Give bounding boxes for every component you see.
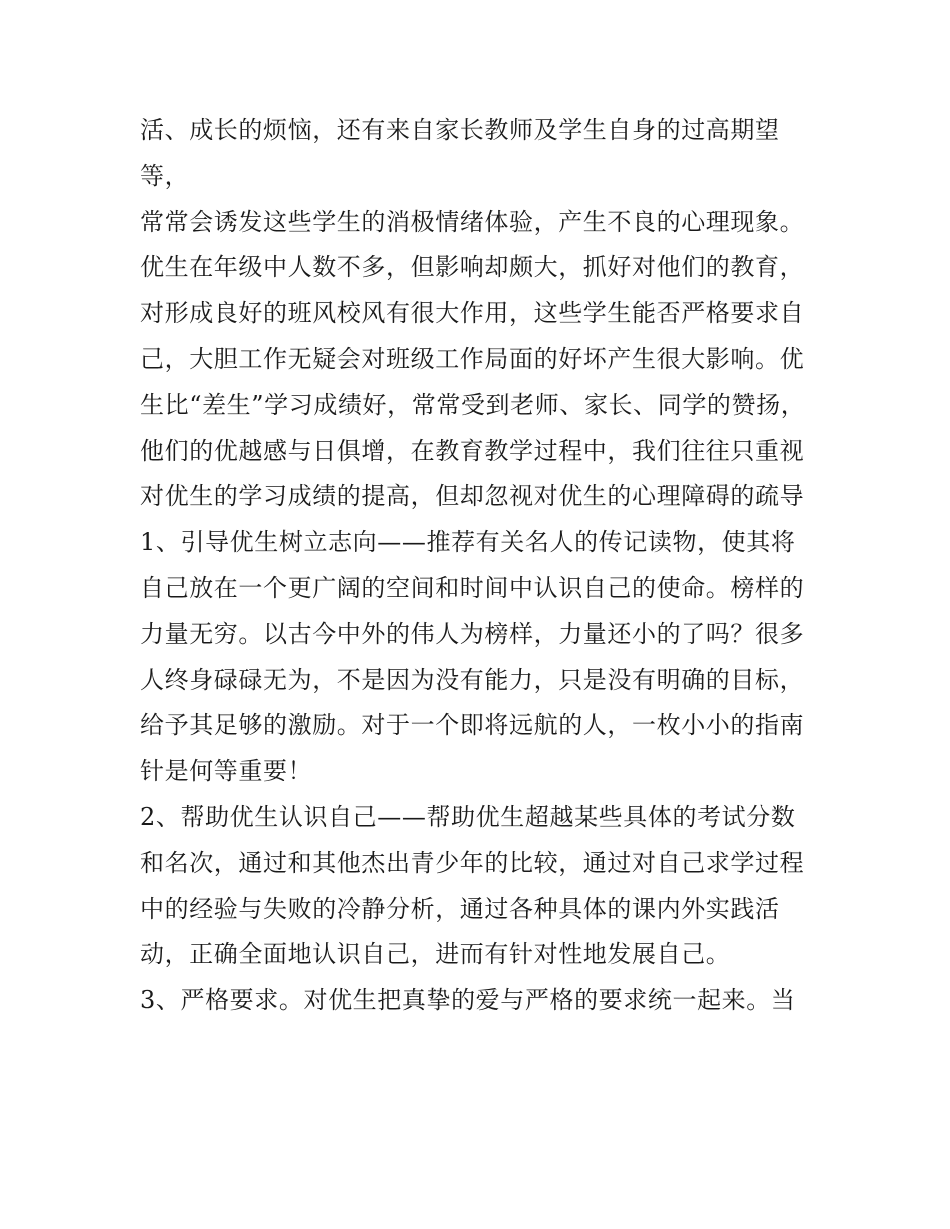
text-line: 中的经验与失败的冷静分析，通过各种具体的课内外实践活 bbox=[140, 894, 780, 923]
text-line: 给予其足够的激励。对于一个即将远航的人，一枚小小的指南 bbox=[140, 711, 805, 740]
text-line: 和名次，通过和其他杰出青少年的比较，通过对自己求学过程 bbox=[140, 848, 805, 877]
text-line: 1、引导优生树立志向——推荐有关名人的传记读物，使其将 bbox=[140, 528, 796, 557]
text-line: 3、严格要求。对优生把真挚的爱与严格的要求统一起来。当 bbox=[140, 986, 796, 1015]
text-line: 生比“差生”学习成绩好，常常受到老师、家长、同学的赞扬， bbox=[140, 390, 806, 419]
text-line: 对形成良好的班风校风有很大作用，这些学生能否严格要求自 bbox=[140, 299, 805, 328]
text-line: 人终身碌碌无为，不是因为没有能力，只是没有明确的目标， bbox=[140, 665, 805, 694]
text-line: 活、成长的烦恼，还有来自家长教师及学生自身的过高期望 bbox=[140, 116, 780, 144]
text-line: 对优生的学习成绩的提高，但却忽视对优生的心理障碍的疏导 bbox=[140, 482, 805, 511]
body-text bbox=[140, 108, 820, 1024]
text-line: 己，大胆工作无疑会对班级工作局面的好坏产生很大影响。优 bbox=[140, 344, 805, 373]
text-line: 2、帮助优生认识自己——帮助优生超越某些具体的考试分数 bbox=[140, 802, 796, 831]
text-line: 自己放在一个更广阔的空间和时间中认识自己的使命。榜样的 bbox=[140, 573, 805, 602]
text-line: 动，正确全面地认识自己，进而有针对性地发展自己。 bbox=[140, 940, 731, 969]
text-line: 针是何等重要！ bbox=[140, 757, 313, 786]
text-line: 等， bbox=[140, 161, 190, 190]
text-line: 常常会诱发这些学生的消极情绪体验，产生不良的心理现象。 bbox=[140, 207, 805, 236]
text-line: 优生在年级中人数不多，但影响却颇大，抓好对他们的教育， bbox=[140, 253, 805, 282]
text-line: 他们的优越感与日俱增，在教育教学过程中，我们往往只重视 bbox=[140, 436, 805, 465]
text-line: 力量无穷。以古今中外的伟人为榜样，力量还小的了吗？很多 bbox=[140, 619, 805, 648]
